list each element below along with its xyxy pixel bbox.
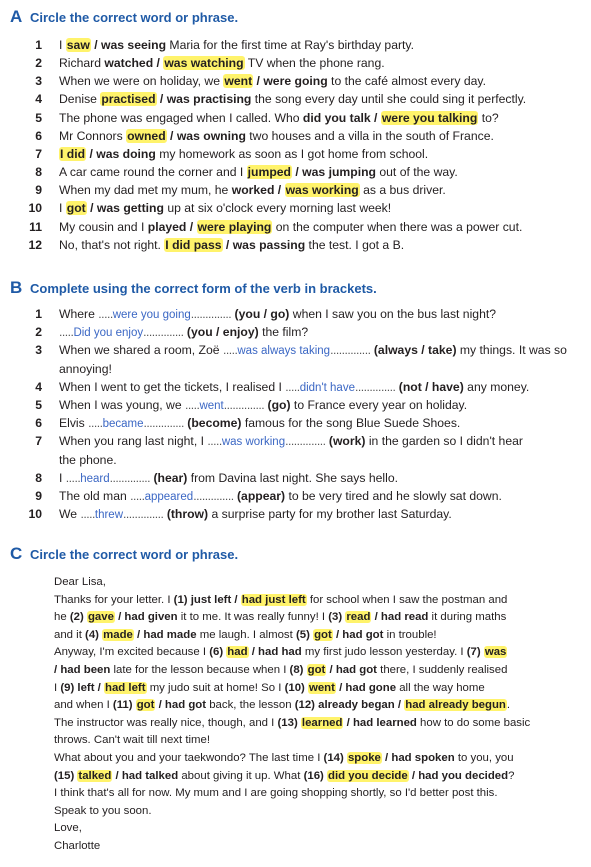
item-text — [59, 323, 308, 342]
answer-blank[interactable]: didn't have — [299, 381, 355, 394]
circled-option[interactable]: had — [227, 646, 248, 659]
option-b[interactable]: was working — [285, 183, 359, 198]
answer-blank[interactable]: were you going — [112, 309, 191, 321]
option-separator: / — [156, 92, 167, 107]
item-number: 9 — [35, 183, 42, 198]
item-prefix: When I went to get the tickets, I realised I — [59, 379, 286, 394]
blank-dots: .............. — [109, 470, 151, 485]
sectionA-header — [10, 7, 238, 27]
blank-dots: .............. — [223, 398, 265, 412]
letter-text: there, I suddenly realised — [376, 663, 508, 676]
answer-blank[interactable]: went — [199, 400, 224, 412]
letter-text: my first judo lesson yesterday. I — [301, 646, 467, 659]
item-prefix: When I was young, we — [59, 398, 185, 412]
item-suffix: up at six o'clock every morning last week! — [163, 201, 392, 216]
exercise-a-item — [22, 163, 583, 181]
circled-option[interactable]: spoke — [347, 751, 381, 764]
item-text — [59, 181, 446, 199]
blank-dots: ..... — [222, 343, 238, 358]
option-a[interactable]: went — [224, 74, 253, 89]
option-text[interactable]: (13) — [277, 716, 301, 729]
option-text[interactable]: / had got — [155, 699, 207, 712]
item-suffix: a surprise party for my brother last Saturday. — [208, 507, 452, 522]
letter-line — [54, 592, 581, 610]
letter-text: The instructor was really nice, though, and I — [54, 716, 278, 729]
item-prefix: My cousin and I — [59, 219, 148, 234]
item-number: 8 — [35, 470, 42, 485]
item-prefix: I — [59, 38, 66, 52]
option-a[interactable]: played — [147, 219, 187, 234]
option-text[interactable]: (6) — [209, 646, 227, 659]
item-prefix: Where — [59, 307, 99, 321]
blank-dots: ..... — [98, 307, 113, 321]
item-text — [59, 163, 458, 181]
option-separator: / — [292, 165, 303, 180]
item-prefix: When we were on holiday, we — [59, 74, 224, 89]
option-a[interactable]: worked — [231, 183, 275, 198]
letter-text: for school when I saw the postman and — [306, 593, 508, 606]
exercise-b-item — [22, 396, 583, 414]
exercise-a-item — [22, 54, 583, 72]
item-suffix: as a bus driver. — [359, 183, 446, 198]
item-number: 4 — [35, 379, 42, 394]
option-b[interactable]: were you talking — [381, 110, 478, 125]
letter-text: in trouble! — [383, 628, 437, 641]
verb-hint: (throw) — [166, 507, 209, 522]
item-suffix: out of the way. — [375, 165, 458, 180]
option-text[interactable]: (5) — [295, 628, 314, 641]
item-prefix: When you rang last night, I — [59, 434, 208, 449]
option-text[interactable]: (9) left / — [60, 681, 105, 694]
blank-dots: .............. — [354, 379, 396, 394]
option-text[interactable]: (3) — [328, 611, 346, 624]
item-text — [59, 487, 502, 506]
option-separator: / — [274, 183, 285, 198]
item-suffix: famous for the song Blue Suede Shoes. — [241, 416, 461, 431]
item-text — [59, 72, 486, 90]
item-number: 5 — [35, 110, 42, 125]
item-text — [59, 378, 529, 397]
option-text[interactable]: / had given — [114, 611, 178, 624]
item-suffix: to be very tired and he slowly sat down. — [285, 489, 502, 503]
letter-line — [54, 627, 581, 645]
letter-line — [54, 680, 581, 698]
item-text — [59, 90, 526, 108]
blank-dots: .............. — [143, 325, 184, 340]
letter-text: and it — [54, 628, 86, 641]
blank-dots: ..... — [130, 489, 145, 503]
item-text — [59, 54, 385, 72]
option-b[interactable]: was owning — [176, 128, 246, 143]
exercise-b-item — [22, 341, 583, 359]
item-prefix: No, that's not right. — [59, 237, 165, 252]
item-number: 1 — [35, 307, 42, 321]
sectionB-header — [10, 278, 377, 298]
exercise-a-item — [22, 199, 583, 217]
exercise-b-item — [22, 432, 583, 450]
option-separator: / — [222, 237, 233, 252]
option-text[interactable]: / had talked — [112, 769, 179, 782]
option-a[interactable]: got — [66, 201, 86, 216]
exercise-b-item — [22, 469, 583, 487]
option-separator: / — [253, 74, 264, 89]
blank-dots: .............. — [193, 489, 234, 503]
letter-text: it during maths — [428, 611, 507, 624]
option-text[interactable]: / had been — [54, 663, 111, 676]
blank-dots: ..... — [65, 470, 81, 485]
circled-option[interactable]: got — [136, 699, 155, 712]
option-b[interactable]: was getting — [96, 201, 164, 216]
item-number: 6 — [35, 416, 42, 431]
item-suffix: to France every year on holiday. — [290, 398, 468, 412]
answer-blank[interactable]: threw — [94, 509, 124, 522]
verb-hint: (always / take) — [373, 343, 457, 358]
option-text[interactable]: / had made — [133, 628, 197, 641]
item-number: 12 — [28, 237, 42, 252]
item-prefix: Richard — [59, 56, 105, 71]
item-text — [59, 236, 404, 254]
item-suffix: my homework as soon as I got home from school. — [155, 146, 429, 161]
blank-dots: .............. — [330, 343, 371, 358]
item-number: 7 — [35, 146, 42, 161]
option-separator: / — [186, 219, 197, 234]
circled-option[interactable]: did you decide — [327, 769, 408, 782]
item-number: 10 — [28, 201, 42, 216]
exercise-a-item — [22, 218, 583, 236]
item-text — [59, 36, 414, 54]
item-number: 10 — [28, 507, 42, 522]
letter-line — [54, 768, 581, 786]
exercise-a-item — [22, 36, 583, 54]
option-a[interactable]: owned — [127, 128, 166, 143]
section-title: Complete using the correct form of the verb in brackets. — [30, 280, 377, 296]
item-number: 5 — [35, 398, 42, 412]
item-text — [59, 432, 523, 451]
letter-line — [54, 662, 581, 680]
option-a[interactable]: watched — [104, 56, 154, 71]
letter-line — [54, 785, 581, 803]
option-b[interactable]: were playing — [197, 219, 272, 234]
circled-option[interactable]: learned — [301, 716, 343, 729]
option-separator: / — [370, 110, 381, 125]
letter-text: . — [506, 699, 511, 712]
option-text[interactable]: (7) — [466, 646, 484, 659]
item-suffix: the film? — [258, 325, 309, 340]
item-suffix: two houses and a villa in the south of France. — [245, 128, 494, 143]
letter-text: throws. Can't wait till next time! — [54, 734, 210, 747]
letter-line — [54, 644, 581, 662]
item-suffix: on the computer when there was a power cut. — [272, 219, 523, 234]
exercise-a-item — [22, 145, 583, 163]
item-suffix: the test. I got a B. — [305, 237, 405, 252]
item-prefix: Mr Connors — [59, 128, 127, 143]
blank-dots: ..... — [80, 507, 95, 522]
signature: Charlotte — [54, 839, 101, 852]
item-prefix: I — [59, 470, 66, 485]
item-prefix: I — [59, 201, 66, 216]
exercise-b-item — [22, 487, 583, 505]
option-a[interactable]: I did — [60, 146, 86, 161]
item-suffix: to? — [478, 110, 499, 125]
circled-option[interactable]: had already begun — [405, 699, 506, 712]
option-text[interactable]: (2) — [69, 611, 87, 624]
answer-blank[interactable]: was working — [221, 436, 286, 449]
letter-text: ? — [508, 769, 515, 782]
option-text[interactable]: (1) just left / — [173, 593, 241, 606]
exercise-b-item — [22, 414, 583, 432]
item-prefix: Denise — [59, 92, 101, 107]
letter-text: to you, you — [454, 751, 514, 764]
option-a[interactable]: did you talk — [302, 110, 371, 125]
item-number: 4 — [35, 92, 42, 107]
item-text — [59, 341, 567, 360]
section-letter: B — [10, 278, 23, 297]
letter-text: me laugh. I almost — [196, 628, 296, 641]
letter-line — [54, 697, 581, 715]
item-prefix: annoying! — [59, 361, 112, 376]
option-separator: / — [86, 146, 97, 161]
option-separator: / — [153, 56, 164, 71]
option-a[interactable]: practised — [101, 92, 156, 107]
item-text — [59, 469, 398, 488]
exercise-a-item — [22, 72, 583, 90]
item-suffix: Maria for the first time at Ray's birthday party. — [166, 38, 415, 52]
option-text[interactable]: (14) — [323, 751, 347, 764]
item-suffix: in the garden so I didn't hear — [365, 434, 523, 449]
section-title: Circle the correct word or phrase. — [30, 9, 239, 25]
item-suffix: any money. — [463, 379, 530, 394]
item-suffix: my things. It was so — [456, 343, 567, 358]
answer-blank[interactable]: Did you enjoy — [73, 327, 144, 340]
item-prefix: The old man — [59, 489, 131, 503]
letter-text: he — [54, 611, 70, 624]
option-separator: / — [90, 38, 101, 52]
answer-blank[interactable]: heard — [80, 472, 110, 485]
blank-dots: ..... — [285, 379, 300, 394]
option-b[interactable]: was doing — [96, 146, 156, 161]
circled-option[interactable]: gave — [87, 611, 114, 624]
option-a[interactable]: saw — [66, 38, 90, 52]
section-title: Circle the correct word or phrase. — [30, 546, 239, 562]
exercise-b-item — [22, 305, 583, 323]
sectionC-header — [10, 544, 238, 564]
item-prefix: the phone. — [59, 452, 117, 467]
letter-body — [54, 574, 581, 856]
answer-blank[interactable]: became — [102, 418, 144, 431]
item-prefix: Elvis — [59, 416, 89, 431]
blank-dots: .............. — [190, 307, 232, 321]
exercise-a-item — [22, 236, 583, 254]
exercise-a-item — [22, 127, 583, 145]
verb-hint: (not / have) — [398, 379, 464, 394]
option-b[interactable]: was seeing — [101, 38, 167, 52]
item-number: 2 — [35, 56, 42, 71]
item-suffix: when I saw you on the bus last night? — [289, 307, 497, 321]
greeting: Dear Lisa, — [54, 576, 106, 588]
exercise-b-item — [22, 451, 583, 469]
blank-dots: ..... — [185, 398, 200, 412]
item-text — [59, 360, 112, 378]
letter-line — [54, 803, 581, 821]
blank-dots: ..... — [88, 416, 103, 431]
letter-line — [54, 715, 581, 733]
item-number: 3 — [35, 343, 42, 358]
verb-hint: (become) — [187, 416, 242, 431]
answer-blank[interactable]: appeared — [144, 491, 194, 503]
item-prefix: We — [59, 507, 81, 522]
option-text[interactable]: / had got — [332, 628, 384, 641]
option-separator: / — [86, 201, 97, 216]
item-suffix: TV when the phone rang. — [244, 56, 385, 71]
section-letter: C — [10, 544, 23, 563]
verb-hint: (you / go) — [234, 307, 290, 321]
item-prefix: The phone was engaged when I called. Who — [59, 110, 303, 125]
item-number: 2 — [35, 325, 42, 340]
option-b[interactable]: was passing — [232, 237, 306, 252]
circled-option[interactable]: got — [307, 663, 326, 676]
letter-text: late for the lesson because when I — [110, 663, 290, 676]
option-separator: / — [166, 128, 177, 143]
item-number: 9 — [35, 489, 42, 503]
letter-text: about giving it up. What — [178, 769, 304, 782]
option-text[interactable]: (8) — [289, 663, 307, 676]
item-text — [59, 505, 452, 524]
circled-option[interactable]: went — [308, 681, 335, 694]
item-number: 6 — [35, 128, 42, 143]
option-b[interactable]: were going — [263, 74, 328, 89]
blank-dots: .............. — [143, 416, 184, 431]
verb-hint: (hear) — [153, 470, 188, 485]
option-a[interactable]: jumped — [247, 165, 291, 180]
letter-line — [54, 609, 581, 627]
item-text — [59, 199, 391, 217]
option-text[interactable]: / had had — [248, 646, 302, 659]
letter-text: my judo suit at home! So I — [146, 681, 285, 694]
item-number: 11 — [29, 219, 42, 234]
option-text[interactable]: / had you decided — [408, 769, 509, 782]
exercise-b-item — [22, 360, 583, 378]
letter-text: and when I — [54, 699, 113, 712]
item-prefix: A car came round the corner and I — [59, 165, 247, 180]
circled-option[interactable]: talked — [78, 769, 112, 782]
option-text[interactable]: / had read — [371, 611, 429, 624]
option-text[interactable]: / had got — [326, 663, 377, 676]
item-prefix: When my dad met my mum, he — [59, 183, 232, 198]
item-text — [59, 414, 460, 433]
closing: Love, — [54, 822, 82, 835]
letter-text: I think that's all for now. My mum and I are going shopping shortly, so I'd better post this. — [54, 787, 498, 800]
option-text[interactable]: (15) — [54, 769, 78, 782]
exercise-a-item — [22, 181, 583, 199]
option-b[interactable]: was jumping — [302, 165, 376, 180]
item-text — [59, 451, 117, 469]
section-letter: A — [10, 7, 23, 26]
item-suffix: from Davina last night. She says hello. — [187, 470, 398, 485]
letter-text: What about you and your taekwondo? The last time I — [54, 751, 324, 764]
item-suffix: the song every day until she could sing it perfectly. — [251, 92, 527, 107]
letter-text: all the way home — [396, 681, 485, 694]
option-b[interactable]: was practising — [166, 92, 252, 107]
option-text[interactable]: (16) — [303, 769, 327, 782]
option-b[interactable]: was watching — [164, 56, 244, 71]
exercise-b-item — [22, 378, 583, 396]
letter-text: how to do some basic — [416, 716, 531, 729]
item-text — [59, 145, 428, 163]
item-text — [59, 109, 499, 127]
circled-option[interactable]: read — [346, 611, 371, 624]
item-text — [59, 218, 522, 236]
letter-text: Thanks for your letter. I — [54, 593, 174, 606]
blank-dots: .............. — [285, 434, 326, 449]
circled-option[interactable]: got — [314, 628, 332, 641]
option-text[interactable]: (11) — [112, 699, 136, 712]
option-a[interactable]: I did pass — [165, 237, 222, 252]
option-text[interactable]: (10) — [284, 681, 308, 694]
letter-text: back, the lesson — [206, 699, 295, 712]
verb-hint: (work) — [328, 434, 366, 449]
item-suffix: to the café almost every day. — [327, 74, 486, 89]
blank-dots: ..... — [59, 325, 74, 340]
letter-line — [54, 732, 581, 750]
exercise-a-item — [22, 90, 583, 108]
item-number: 8 — [35, 165, 42, 180]
option-text[interactable]: / had gone — [335, 681, 397, 694]
circled-option[interactable]: made — [103, 628, 133, 641]
verb-hint: (appear) — [236, 489, 286, 503]
circled-option[interactable]: was — [484, 646, 507, 659]
item-text — [59, 305, 496, 324]
exercise-b-item — [22, 505, 583, 523]
letter-text: Anyway, I'm excited because I — [54, 646, 210, 659]
verb-hint: (go) — [267, 398, 291, 412]
item-text — [59, 396, 467, 415]
circled-option[interactable]: had left — [105, 681, 146, 694]
exercise-a-item — [22, 109, 583, 127]
option-text[interactable]: (4) — [85, 628, 103, 641]
letter-line — [54, 750, 581, 768]
exercise-b-item — [22, 323, 583, 341]
item-text — [59, 127, 494, 145]
item-number: 1 — [35, 38, 42, 52]
letter-text: it to me. It was really funny! I — [177, 611, 329, 624]
letter-text: Speak to you soon. — [54, 804, 152, 817]
circled-option[interactable]: had just left — [241, 593, 306, 606]
item-number: 7 — [35, 434, 42, 449]
item-prefix: When we shared a room, Zoë — [59, 343, 223, 358]
answer-blank[interactable]: was always taking — [237, 345, 331, 358]
blank-dots: ..... — [207, 434, 222, 449]
verb-hint: (you / enjoy) — [186, 325, 259, 340]
option-text[interactable]: / had learned — [343, 716, 417, 729]
option-text[interactable]: (12) already began / — [294, 699, 405, 712]
blank-dots: .............. — [123, 507, 164, 522]
item-number: 3 — [35, 74, 42, 89]
option-text[interactable]: / had spoken — [381, 751, 455, 764]
letter-text: I — [54, 681, 61, 694]
